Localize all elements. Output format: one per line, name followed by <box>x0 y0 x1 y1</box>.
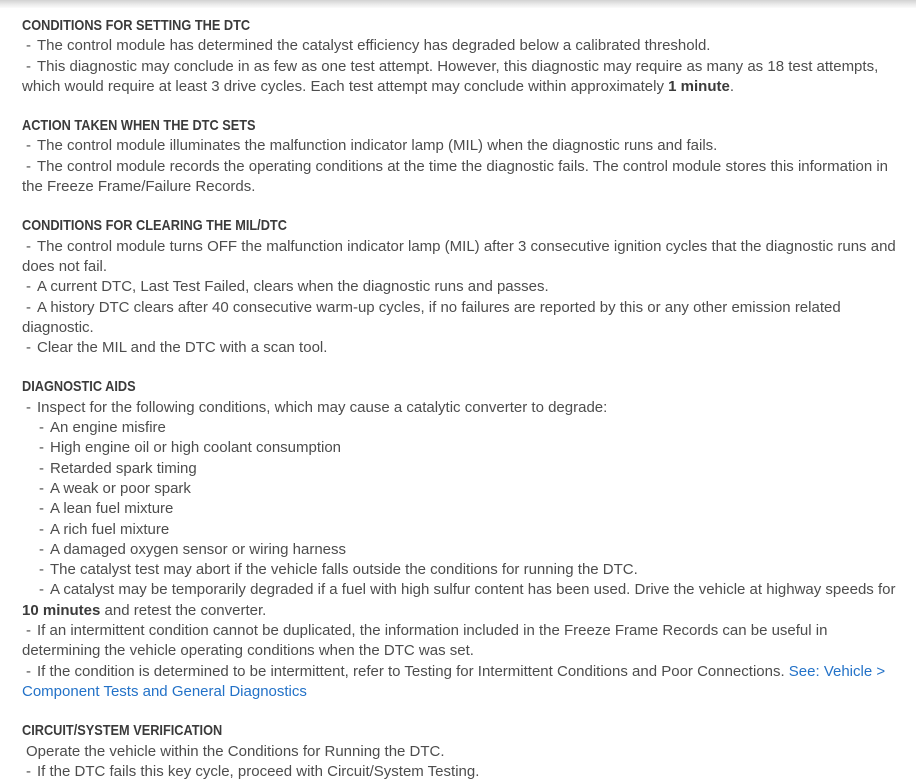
text-run: If the condition is determined to be intermittent, refer to Testing for Intermittent Conditions and Poor Connections. <box>37 662 789 680</box>
bullet-dash: - <box>39 500 44 518</box>
text-run: A current DTC, Last Test Failed, clears when the diagnostic runs and passes. <box>37 278 549 296</box>
bold-text-run: 1 minute <box>668 77 730 95</box>
text-run: The control module records the operating conditions at the time the diagnostic fails. The control module stores this information in the Freeze Frame/Failure Records. <box>22 157 889 196</box>
bullet-dash: - <box>39 561 44 579</box>
text-run: This diagnostic may conclude in as few as one test attempt. However, this diagnostic may require as many as 18 test attempts, which would require at least 3 drive cycles. Each test attempt may conclude within approximately <box>22 57 879 95</box>
text-run: The control module illuminates the malfunction indicator lamp (MIL) when the diagnostic runs and fails. <box>37 137 718 155</box>
text-run: A lean fuel mixture <box>50 500 174 518</box>
section-heading: CONDITIONS FOR SETTING THE DTC <box>22 17 251 34</box>
bullet-dash: - <box>26 398 31 416</box>
text-run: Operate the vehicle within the Conditions for Running the DTC. <box>26 742 445 760</box>
text-run: If the DTC fails this key cycle, proceed with Circuit/System Testing. <box>37 762 480 780</box>
top-shadow-divider <box>0 0 916 8</box>
text-run: Inspect for the following conditions, which may cause a catalytic converter to degrade: <box>37 398 608 416</box>
text-run: A damaged oxygen sensor or wiring harness <box>50 540 347 558</box>
list-item <box>22 540 896 560</box>
bullet-dash: - <box>26 137 31 155</box>
text-run: A weak or poor spark <box>50 479 191 497</box>
bullet-dash: - <box>39 459 44 477</box>
section-heading: CONDITIONS FOR CLEARING THE MIL/DTC <box>22 217 287 235</box>
bullet-dash: - <box>39 540 44 558</box>
list-item <box>22 136 896 156</box>
section-heading: CIRCUIT/SYSTEM VERIFICATION <box>22 722 223 740</box>
section <box>22 16 896 97</box>
bullet-dash: - <box>26 622 31 640</box>
list-item <box>22 438 896 458</box>
text-run: High engine oil or high coolant consumption <box>50 439 342 457</box>
link-see-vehicle-component-tests[interactable]: See: Vehicle > Component Tests and General Diagnostics <box>22 662 886 700</box>
list-item <box>22 621 896 662</box>
list-item <box>22 662 896 703</box>
bullet-dash: - <box>26 278 31 296</box>
text-run: An engine misfire <box>50 419 166 437</box>
bullet-dash: - <box>26 37 31 55</box>
list-item <box>22 479 896 499</box>
list-item <box>22 742 896 762</box>
list-item <box>22 237 896 278</box>
bullet-dash: - <box>39 520 44 538</box>
list-item <box>22 298 896 339</box>
list-item <box>22 580 896 621</box>
bullet-dash: - <box>26 762 31 780</box>
text-run: The catalyst test may abort if the vehicle falls outside the conditions for running the DTC. <box>50 561 638 579</box>
bullet-dash: - <box>26 237 31 255</box>
text-run: A catalyst may be temporarily degraded if a fuel with high sulfur content has been used. Drive the vehicle at highway speeds for <box>50 581 896 599</box>
list-item <box>22 520 896 540</box>
text-run: and retest the converter. <box>100 601 267 619</box>
bullet-dash: - <box>39 581 44 599</box>
list-item <box>22 418 896 438</box>
list-item <box>22 338 896 358</box>
section <box>22 216 896 358</box>
text-run: Retarded spark timing <box>50 459 197 477</box>
text-run: Clear the MIL and the DTC with a scan tool. <box>37 339 328 357</box>
bullet-dash: - <box>26 298 31 316</box>
list-item <box>22 459 896 479</box>
list-item <box>22 277 896 297</box>
list-item <box>22 36 896 56</box>
list-item <box>22 499 896 519</box>
text-run: A rich fuel mixture <box>50 520 170 538</box>
text-run: The control module has determined the catalyst efficiency has degraded below a calibrated threshold. <box>37 37 711 55</box>
text-run: The control module turns OFF the malfunction indicator lamp (MIL) after 3 consecutive ignition cycles that the diagnostic runs and does not fail. <box>22 237 896 275</box>
document <box>0 8 916 782</box>
section <box>22 116 896 197</box>
bullet-dash: - <box>39 419 44 437</box>
bullet-dash: - <box>26 662 31 680</box>
bullet-dash: - <box>26 157 31 175</box>
list-item <box>22 398 896 418</box>
bullet-dash: - <box>39 439 44 457</box>
section <box>22 377 896 702</box>
list-item <box>22 57 896 98</box>
text-run: . <box>729 77 734 95</box>
list-item <box>22 157 896 198</box>
text-run: If an intermittent condition cannot be duplicated, the information included in the Freeze Frame Records can be useful in determining the vehicle operating conditions when the DTC was set. <box>22 622 828 660</box>
section-heading: DIAGNOSTIC AIDS <box>22 378 136 396</box>
text-run: A history DTC clears after 40 consecutive warm-up cycles, if no failures are reported by this or any other emission related diagnostic. <box>22 298 841 336</box>
bullet-dash: - <box>39 479 44 497</box>
bullet-dash: - <box>26 339 31 357</box>
list-item <box>22 560 896 580</box>
section <box>22 721 896 782</box>
bold-text-run: 10 minutes <box>22 601 101 619</box>
bullet-dash: - <box>26 57 31 75</box>
section-heading: ACTION TAKEN WHEN THE DTC SETS <box>22 117 256 135</box>
